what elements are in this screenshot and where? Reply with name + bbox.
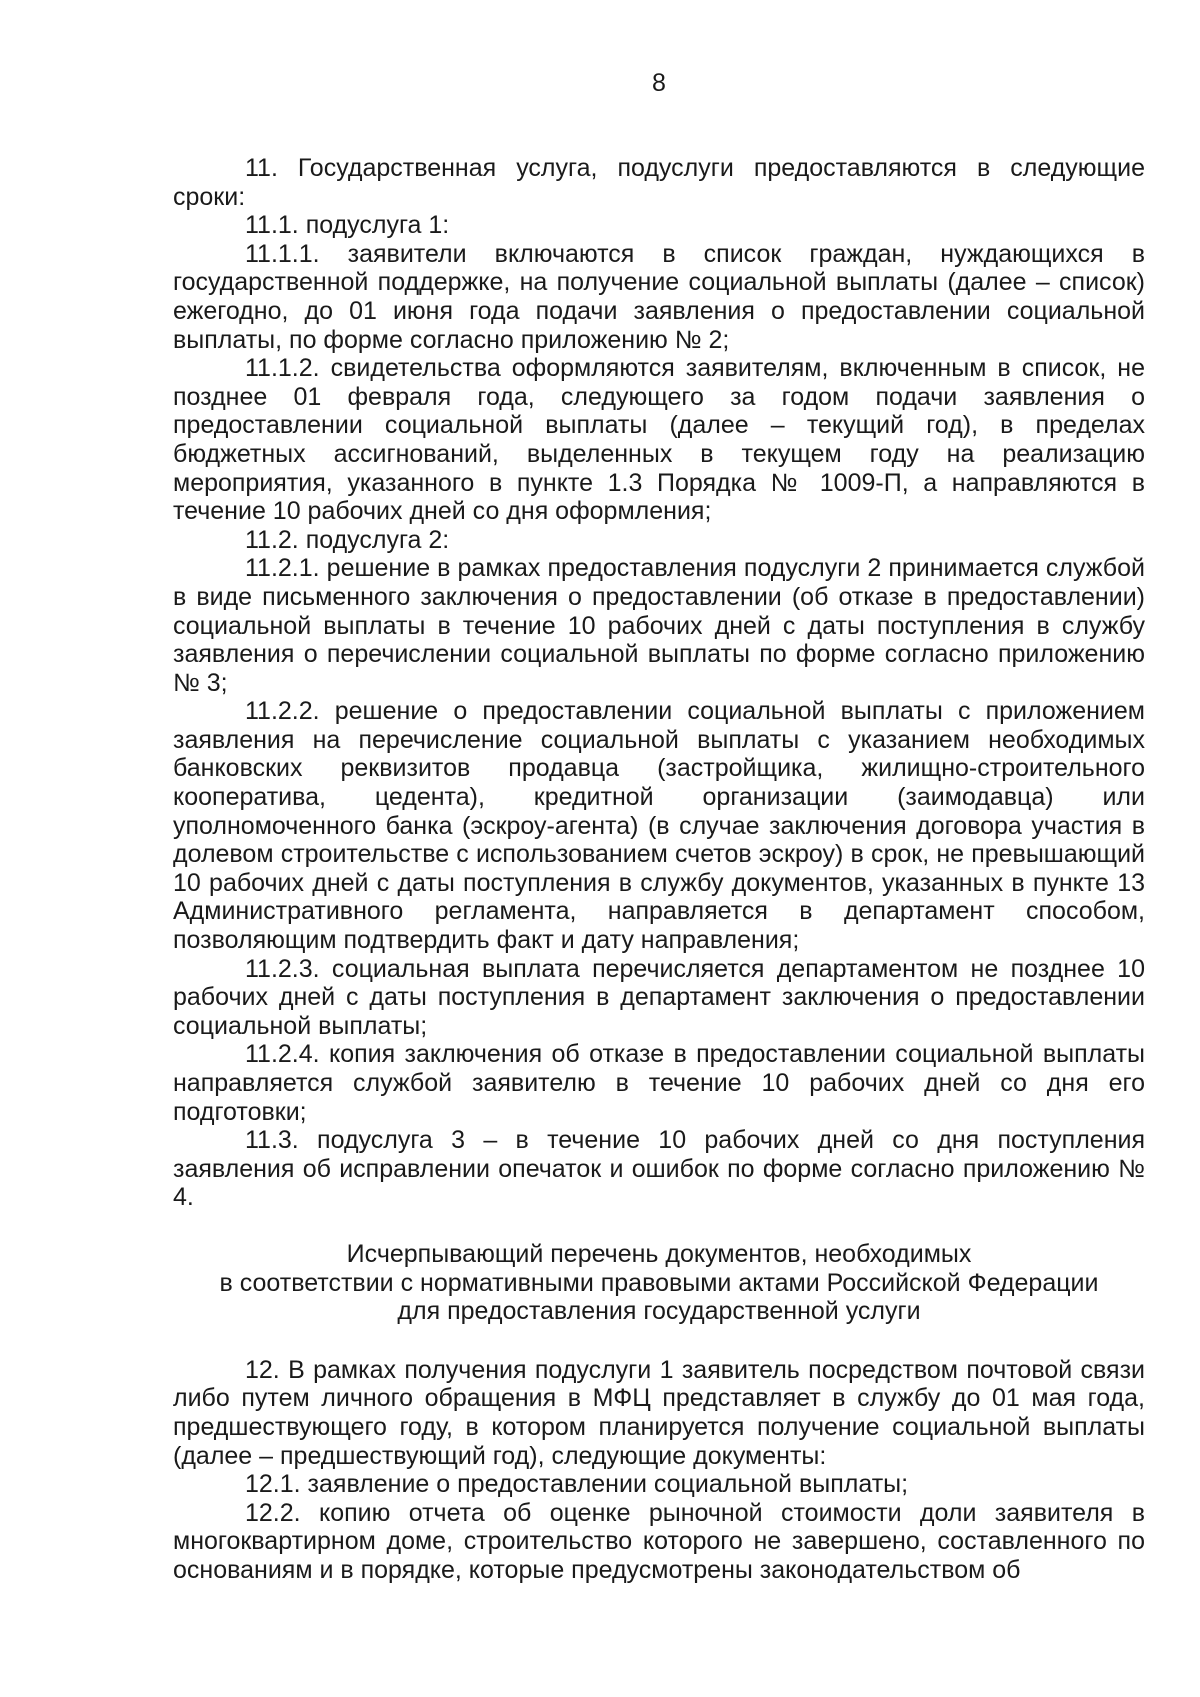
paragraph-12: 12. В рамках получения подуслуги 1 заявитель посредством почтовой связи либо путем личного обращения в МФЦ представляет в службу до 01 мая года, предшествующего году, в котором планируется получение социальной выплаты (далее – предшествующий год), следующие документы: [173, 1355, 1145, 1470]
paragraph-11-1: 11.1. подуслуга 1: [245, 211, 450, 240]
paragraph-11: 11. Государственная услуга, подуслуги предоставляются в следующие сроки: [173, 154, 1145, 211]
document-body [173, 154, 1145, 1585]
section-heading [173, 1240, 1145, 1326]
heading-line-2: в соответствии с нормативными правовыми актами Российской Федерации [219, 1268, 1099, 1297]
paragraph-11-2: 11.2. подуслуга 2: [245, 525, 450, 554]
paragraph-11-2-4: 11.2.4. копия заключения об отказе в предоставлении социальной выплаты направляется службой заявителю в течение 10 рабочих дней со дня его подготовки; [173, 1040, 1145, 1126]
paragraph-11-1-2: 11.1.2. свидетельства оформляются заявителям, включенным в список, не позднее 01 февраля года, следующего за годом подачи заявления о предоставлении социальной выплаты (далее – текущий год), в пределах бюджетных ассигнований, выделенных в текущем году на реализацию мероприятия, указанного в пункте 1.3 Порядка № 1009-П, а направляются в течение 10 рабочих дней со дня оформления; [173, 354, 1145, 526]
page-number: 8 [652, 69, 666, 97]
paragraph-11-2-2: 11.2.2. решение о предоставлении социальной выплаты с приложением заявления на перечисление социальной выплаты с указанием необходимых банковских реквизитов продавца (застройщика, жилищно-строительного кооператива, цедента), кредитной организации (заимодавца) или уполномоченного банка (эскроу-агента) (в случае заключения договора участия в долевом строительстве с использованием счетов эскроу) в срок, не превышающий 10 рабочих дней с даты поступления в службу документов, указанных в пункте 13 Административного регламента, направляется в департамент способом, позволяющим подтвердить факт и дату направления; [173, 697, 1145, 955]
paragraph-11-3: 11.3. подуслуга 3 – в течение 10 рабочих дней со дня поступления заявления об исправлении опечаток и ошибок по форме согласно приложению № 4. [173, 1126, 1145, 1212]
paragraph-12-2: 12.2. копию отчета об оценке рыночной стоимости доли заявителя в многоквартирном доме, строительство которого не завершено, составленного по основаниям и в порядке, которые предусмотрены законодательством об [173, 1498, 1145, 1584]
paragraph-11-2-3: 11.2.3. социальная выплата перечисляется департаментом не позднее 10 рабочих дней с даты поступления в департамент заключения о предоставлении социальной выплаты; [173, 954, 1145, 1040]
paragraph-11-2-1: 11.2.1. решение в рамках предоставления подуслуги 2 принимается службой в виде письменного заключения о предоставлении (об отказе в предоставлении) социальной выплаты в течение 10 рабочих дней с даты поступления в службу заявления о перечислении социальной выплаты по форме согласно приложению № 3; [173, 554, 1145, 697]
heading-line-3: для предоставления государственной услуги [397, 1297, 921, 1326]
paragraph-12-1: 12.1. заявление о предоставлении социальной выплаты; [245, 1470, 909, 1499]
paragraph-11-1-1: 11.1.1. заявители включаются в список граждан, нуждающихся в государственной поддержке, на получение социальной выплаты (далее – список) ежегодно, до 01 июня года подачи заявления о предоставлении социальной выплаты, по форме согласно приложению № 2; [173, 239, 1145, 354]
heading-line-1: Исчерпывающий перечень документов, необходимых [346, 1239, 972, 1268]
